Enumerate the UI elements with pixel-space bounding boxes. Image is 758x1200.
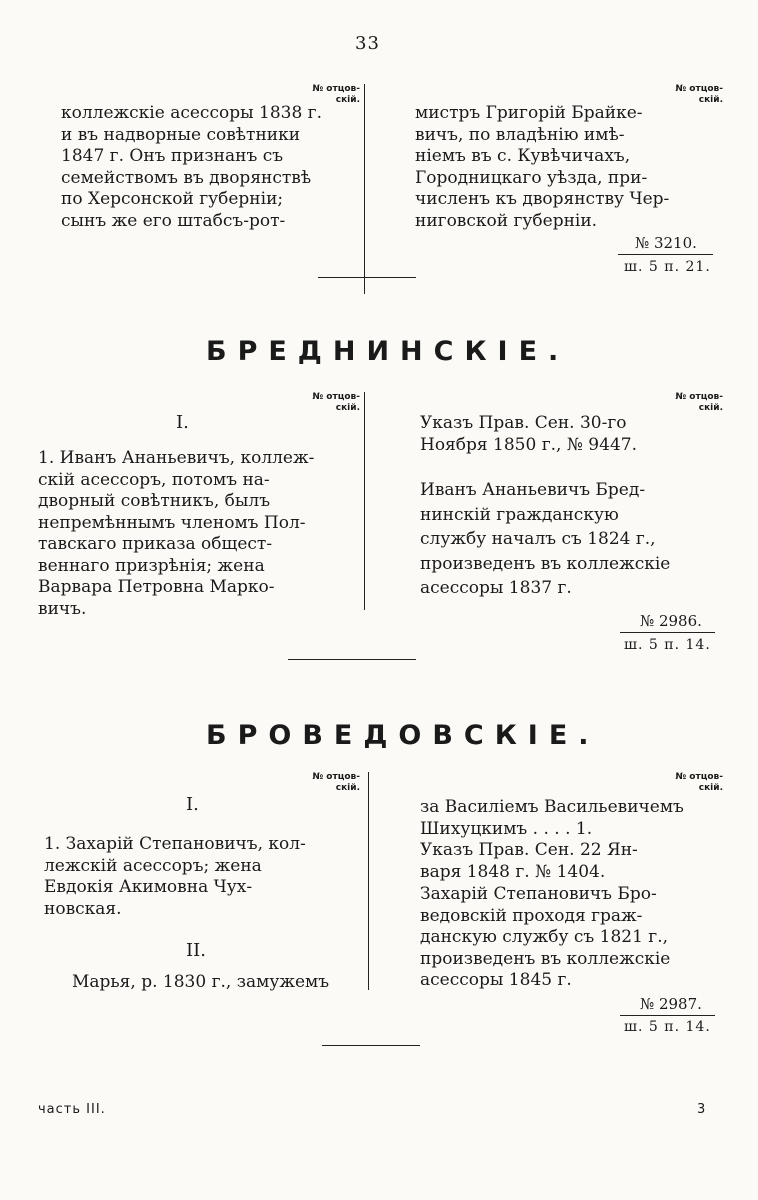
footer-part: часть III.	[38, 1102, 106, 1117]
section2-title: БРОВЕДОВСКІЕ.	[206, 720, 600, 751]
section1-shelf: ш. 5 п. 14.	[624, 637, 711, 653]
block1-right-text: мистръ Григорій Брайке- вичъ, по владѣнію имѣ- ніемъ въ с. Кувѣчичахъ, Городницкаго уѣзда, при- численъ къ дворянству Чер- ниговской губерніи.	[415, 103, 670, 231]
section2-end-rule	[322, 1045, 420, 1046]
section2-roman-1: I.	[186, 794, 199, 815]
section1-end-rule	[288, 659, 416, 660]
block1-left-text: коллежскіе асессоры 1838 г. и въ надворные совѣтники 1847 г. Онъ признанъ съ семействомъ въ дворянствѣ по Херсонской губерніи; сынъ же его штабсъ-рот-	[61, 103, 322, 231]
otc-label-right-1: № отцов- скій.	[675, 84, 723, 105]
section1-title: БРЕДНИНСКІЕ.	[206, 336, 570, 367]
section2-number-rule	[620, 1015, 715, 1016]
section2-entry-1: 1. Захарій Степановичъ, кол- лежскій асессоръ; жена Евдокія Акимовна Чух- новская.	[44, 834, 306, 919]
section2-right-top: за Василіемъ Васильевичемъ Шихуцкимъ . . . . 1. Указъ Прав. Сен. 22 Ян- варя 1848 г. № 1404.	[420, 797, 684, 882]
section1-body: Иванъ Ананьевичъ Бред- нинскій гражданскую службу началъ съ 1824 г., произведенъ въ коллежскіе асессоры 1837 г.	[420, 480, 671, 598]
section2-shelf: ш. 5 п. 14.	[624, 1019, 711, 1035]
section1-number-rule	[620, 632, 715, 633]
section1-entry: 1. Иванъ Ананьевичъ, коллеж- скій асессоръ, потомъ на- дворный совѣтникъ, былъ непремѣннымъ членомъ Пол- тавскаго приказа общест- веннаго призрѣнія; жена Варвара Петровна Марко- вичъ.	[38, 448, 315, 619]
column-divider-1	[364, 84, 365, 294]
otc-label-left-2: № отцов- скій.	[312, 392, 360, 413]
section1-decree: Указъ Прав. Сен. 30-го Ноября 1850 г., № 9447.	[420, 413, 637, 455]
section1-roman: I.	[176, 412, 189, 433]
section2-entry-2: Марья, р. 1830 г., замужемъ	[72, 972, 330, 992]
block1-end-rule	[318, 277, 416, 278]
block1-number: № 3210.	[635, 234, 697, 252]
otc-label-right-2: № отцов- скій.	[675, 392, 723, 413]
section2-roman-2: II.	[186, 940, 206, 961]
section1-number: № 2986.	[640, 612, 702, 630]
otc-label-right-3: № отцов- скій.	[675, 772, 723, 793]
page-number: 33	[355, 33, 380, 54]
otc-label-left-3: № отцов- скій.	[312, 772, 360, 793]
footer-sheet: 3	[697, 1102, 707, 1117]
section2-body: Захарій Степановичъ Бро- ведовскій проходя граж- данскую службу съ 1821 г., произведенъ въ коллежскіе асессоры 1845 г.	[420, 884, 671, 990]
block1-number-rule	[618, 254, 713, 255]
block1-shelf: ш. 5 п. 21.	[624, 259, 711, 275]
column-divider-2	[364, 392, 365, 610]
section2-number: № 2987.	[640, 995, 702, 1013]
column-divider-3	[368, 772, 369, 990]
otc-label-left-1: № отцов- скій.	[312, 84, 360, 105]
